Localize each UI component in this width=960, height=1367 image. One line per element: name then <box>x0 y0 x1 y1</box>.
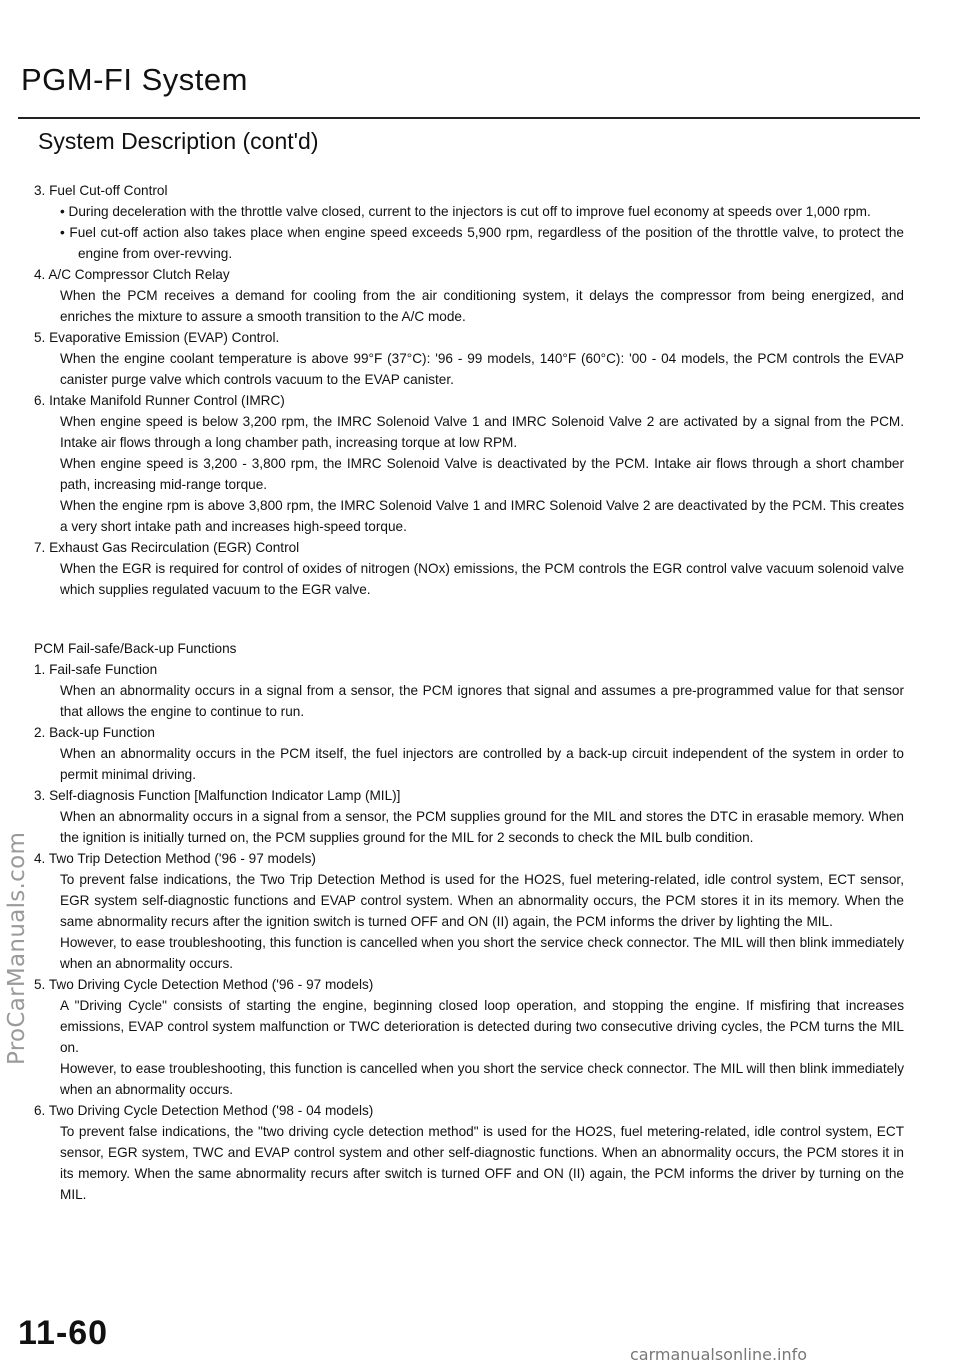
item-text: When the PCM receives a demand for cooling from the air conditioning system, it delays the compressor from being energized, and enriches the mixture to assure a smooth transition to the A/C mode. <box>60 288 904 324</box>
item-heading: 7. Exhaust Gas Recirculation (EGR) Control <box>34 540 300 555</box>
header-rule <box>18 117 920 119</box>
item-text: A "Driving Cycle" consists of starting the engine, beginning closed loop operation, and stopping the engine. If misfiring that increases emissions, EVAP control system malfunction or TWC deterioration is detected during two consecutive driving cycles, the PCM turns the MIL on. <box>60 998 904 1056</box>
bottom-watermark: carmanualsonline.info <box>630 1345 808 1364</box>
page-title: PGM-FI System <box>21 62 248 97</box>
item-heading: 4. A/C Compressor Clutch Relay <box>34 267 230 282</box>
item-text: When an abnormality occurs in a signal from a sensor, the PCM ignores that signal and assumes a pre-programmed value for that sensor that allows the engine to continue to run. <box>60 683 904 720</box>
bullet-item: • Fuel cut-off action also takes place when engine speed exceeds 5,900 rpm, regardless of the position of the throttle valve, to protect the engine from over-revving. <box>60 225 904 261</box>
item-text: However, to ease troubleshooting, this function is cancelled when you short the service check connector. The MIL will then blink immediately when an abnormality occurs. <box>60 1061 904 1098</box>
item-text: However, to ease troubleshooting, this function is cancelled when you short the service check connector. The MIL will then blink immediately when an abnormality occurs. <box>60 935 904 972</box>
item-heading: 4. Two Trip Detection Method ('96 - 97 models) <box>34 851 316 867</box>
item-heading: PCM Fail-safe/Back-up Functions <box>34 641 237 657</box>
document-body <box>34 180 904 1205</box>
section-title: System Description (cont'd) <box>38 128 319 154</box>
bullet-item: • During deceleration with the throttle valve closed, current to the injectors is cut off to improve fuel economy at speeds over 1,000 rpm. <box>60 204 871 219</box>
item-heading: 5. Evaporative Emission (EVAP) Control. <box>34 330 280 345</box>
item-text: When engine speed is 3,200 - 3,800 rpm, the IMRC Solenoid Valve is deactivated by the PCM. Intake air flows through a short chamber path, increasing mid-range torque. <box>60 456 904 492</box>
item-heading: 2. Back-up Function <box>34 725 155 741</box>
page-number: 11-60 <box>18 1314 109 1352</box>
item-text: To prevent false indications, the Two Trip Detection Method is used for the HO2S, fuel metering-related, idle control system, ECT sensor, EGR system self-diagnostic functions and EVAP control system. When an abnormality occurs, the PCM stores it in its memory. When the same abnormality recurs after the ignition switch is turned OFF and ON (II) again, the PCM informs the driver by lighting the MIL. <box>60 872 904 930</box>
item-text: When the engine rpm is above 3,800 rpm, the IMRC Solenoid Valve 1 and IMRC Solenoid Valve 2 are deactivated by the PCM. This creates a very short intake path and increases high-speed torque. <box>60 498 904 534</box>
item-heading: 1. Fail-safe Function <box>34 662 158 678</box>
item-heading: 6. Intake Manifold Runner Control (IMRC) <box>34 393 285 408</box>
item-heading: 3. Self-diagnosis Function [Malfunction Indicator Lamp (MIL)] <box>34 788 401 804</box>
item-heading: 6. Two Driving Cycle Detection Method ('98 - 04 models) <box>34 1103 374 1119</box>
item-heading: 3. Fuel Cut-off Control <box>34 183 168 198</box>
item-text: When the engine coolant temperature is above 99°F (37°C): '96 - 99 models, 140°F (60°C): '00 - 04 models, the PCM controls the EVAP canister purge valve which controls vacuum to the EVAP canister. <box>60 351 904 387</box>
item-text: To prevent false indications, the "two driving cycle detection method" is used for the HO2S, fuel metering-related, idle control system, ECT sensor, EGR system, TWC and EVAP control system and other self-diagnostic functions. When an abnormality occurs, the PCM stores it in its memory. When the same abnormality recurs after switch is turned OFF and ON (II) again, the PCM informs the driver by turning on the MIL. <box>60 1124 904 1203</box>
item-heading: 5. Two Driving Cycle Detection Method ('96 - 97 models) <box>34 977 374 993</box>
side-watermark: ProCarManuals.com <box>4 831 30 1065</box>
item-text: When an abnormality occurs in a signal from a sensor, the PCM supplies ground for the MIL and stores the DTC in erasable memory. When the ignition is initially turned on, the PCM supplies ground for the MIL for 2 seconds to check the MIL bulb condition. <box>60 809 904 846</box>
paragraph-gap <box>34 614 904 625</box>
item-text: When engine speed is below 3,200 rpm, the IMRC Solenoid Valve 1 and IMRC Solenoid Valve 2 are activated by a signal from the PCM. Intake air flows through a long chamber path, increasing torque at low RPM. <box>60 414 904 450</box>
item-text: When an abnormality occurs in the PCM itself, the fuel injectors are controlled by a back-up circuit independent of the system in order to permit minimal driving. <box>60 746 904 783</box>
item-text: When the EGR is required for control of oxides of nitrogen (NOx) emissions, the PCM controls the EGR control valve vacuum solenoid valve which supplies regulated vacuum to the EGR valve. <box>60 561 904 597</box>
